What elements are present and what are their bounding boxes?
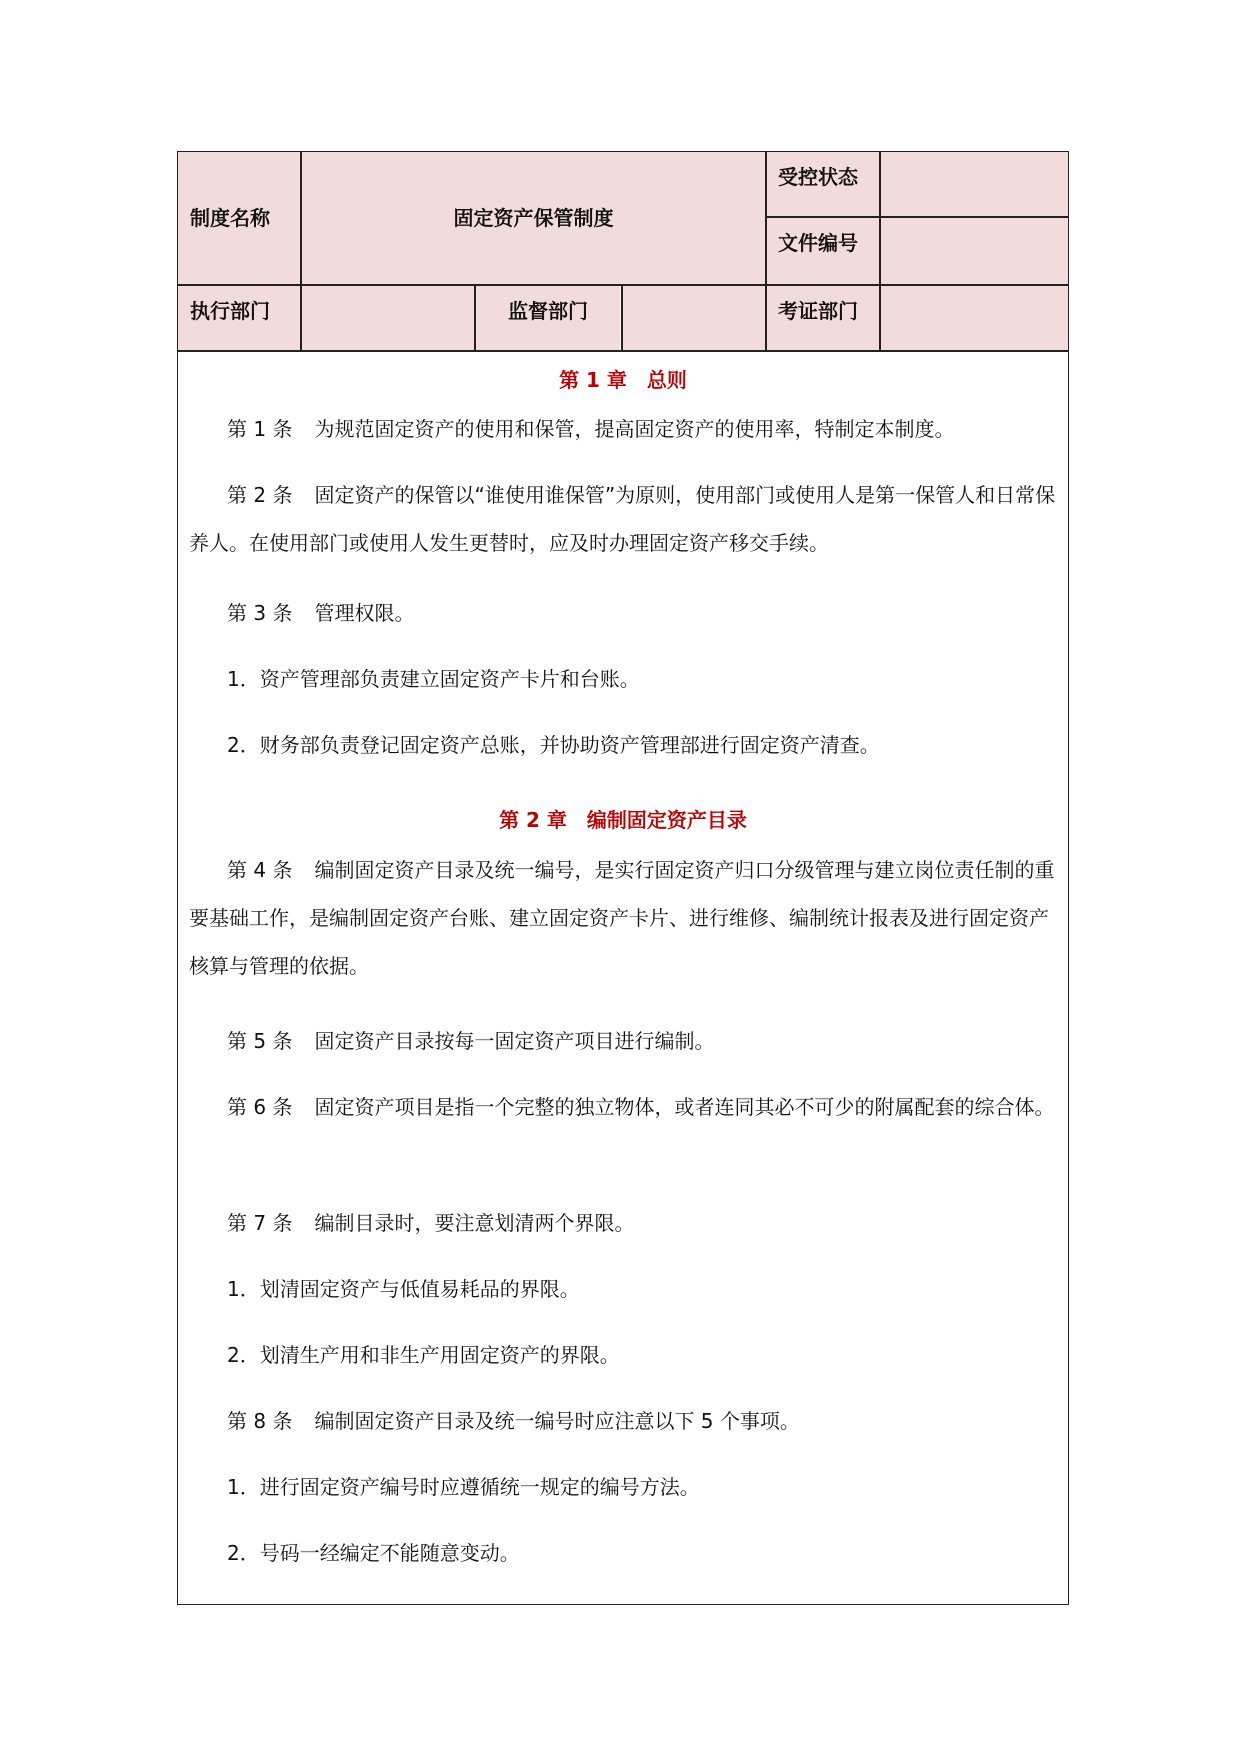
grid-line xyxy=(879,151,881,351)
chapter-heading: 第 1 章 总则 xyxy=(559,368,687,392)
article-number: 第 7 条 xyxy=(227,1211,293,1235)
article-text: 编制固定资产目录及统一编号时应注意以下 5 个事项。 xyxy=(314,1409,800,1433)
list-item: 2．号码一经编定不能随意变动。 xyxy=(227,1541,520,1565)
article-number: 第 5 条 xyxy=(227,1029,293,1053)
exec-dept-label-cell xyxy=(178,286,301,350)
list-item: 2．财务部负责登记固定资产总账，并协助资产管理部进行固定资产清查。 xyxy=(227,733,880,757)
article xyxy=(189,1199,1057,1247)
article-number: 第 4 条 xyxy=(227,858,293,882)
supervise-dept-label: 监督部门 xyxy=(508,299,588,323)
file-no-label: 文件编号 xyxy=(778,231,858,255)
file-no-value-cell xyxy=(880,218,1068,284)
grid-line xyxy=(765,151,767,351)
article-number: 第 6 条 xyxy=(227,1095,293,1119)
grid-line xyxy=(300,151,302,351)
article xyxy=(189,589,1057,637)
list-item: 1．进行固定资产编号时应遵循统一规定的编号方法。 xyxy=(227,1475,700,1499)
grid-line xyxy=(621,285,623,351)
article-number: 第 2 条 xyxy=(227,483,293,507)
verify-dept-label-cell xyxy=(766,286,879,350)
article-text: 固定资产的保管以“谁使用谁保管”为原则，使用部门或使用人是第一保管人和日常保养人。在使用部门或使用人发生更替时，应及时办理固定资产移交手续。 xyxy=(189,483,1056,555)
article xyxy=(189,405,1057,453)
system-name: 固定资产保管制度 xyxy=(453,206,614,230)
grid-line xyxy=(177,284,1069,286)
name-value-cell xyxy=(302,152,765,284)
file-no-label-cell xyxy=(766,218,879,284)
control-status-label: 受控状态 xyxy=(778,165,858,189)
article-text: 为规范固定资产的使用和保管，提高固定资产的使用率，特制定本制度。 xyxy=(314,417,955,441)
control-status-value-cell xyxy=(880,152,1068,216)
exec-dept-label: 执行部门 xyxy=(190,299,270,323)
grid-line xyxy=(177,350,1069,352)
grid-line xyxy=(474,285,476,351)
verify-dept-value-cell xyxy=(880,286,1068,350)
article-number: 第 1 条 xyxy=(227,417,293,441)
article xyxy=(189,1017,1057,1065)
chapter-heading: 第 2 章 编制固定资产目录 xyxy=(499,808,747,832)
article-text: 编制目录时，要注意划清两个界限。 xyxy=(314,1211,635,1235)
name-label: 制度名称 xyxy=(190,206,270,230)
article-text: 管理权限。 xyxy=(314,601,415,625)
control-status-label-cell xyxy=(766,152,879,216)
list-item: 1．划清固定资产与低值易耗品的界限。 xyxy=(227,1277,580,1301)
article-number: 第 8 条 xyxy=(227,1409,293,1433)
article xyxy=(189,846,1057,990)
exec-dept-value-cell xyxy=(302,286,474,350)
article-number: 第 3 条 xyxy=(227,601,293,625)
supervise-dept-value-cell xyxy=(622,286,765,350)
article xyxy=(189,1083,1057,1131)
verify-dept-label: 考证部门 xyxy=(778,299,858,323)
list-item: 2．划清生产用和非生产用固定资产的界限。 xyxy=(227,1343,620,1367)
list-item: 1．资产管理部负责建立固定资产卡片和台账。 xyxy=(227,667,640,691)
supervise-dept-label-cell xyxy=(476,286,620,350)
article xyxy=(189,471,1057,567)
article xyxy=(189,1397,1057,1445)
grid-line xyxy=(765,216,1069,218)
article-text: 编制固定资产目录及统一编号，是实行固定资产归口分级管理与建立岗位责任制的重要基础工作，是编制固定资产台账、建立固定资产卡片、进行维修、编制统计报表及进行固定资产核算与管理的依据。 xyxy=(189,858,1055,978)
article-text: 固定资产目录按每一固定资产项目进行编制。 xyxy=(314,1029,715,1053)
article-text: 固定资产项目是指一个完整的独立物体，或者连同其必不可少的附属配套的综合体。 xyxy=(314,1095,1055,1119)
name-label-cell xyxy=(178,152,301,284)
